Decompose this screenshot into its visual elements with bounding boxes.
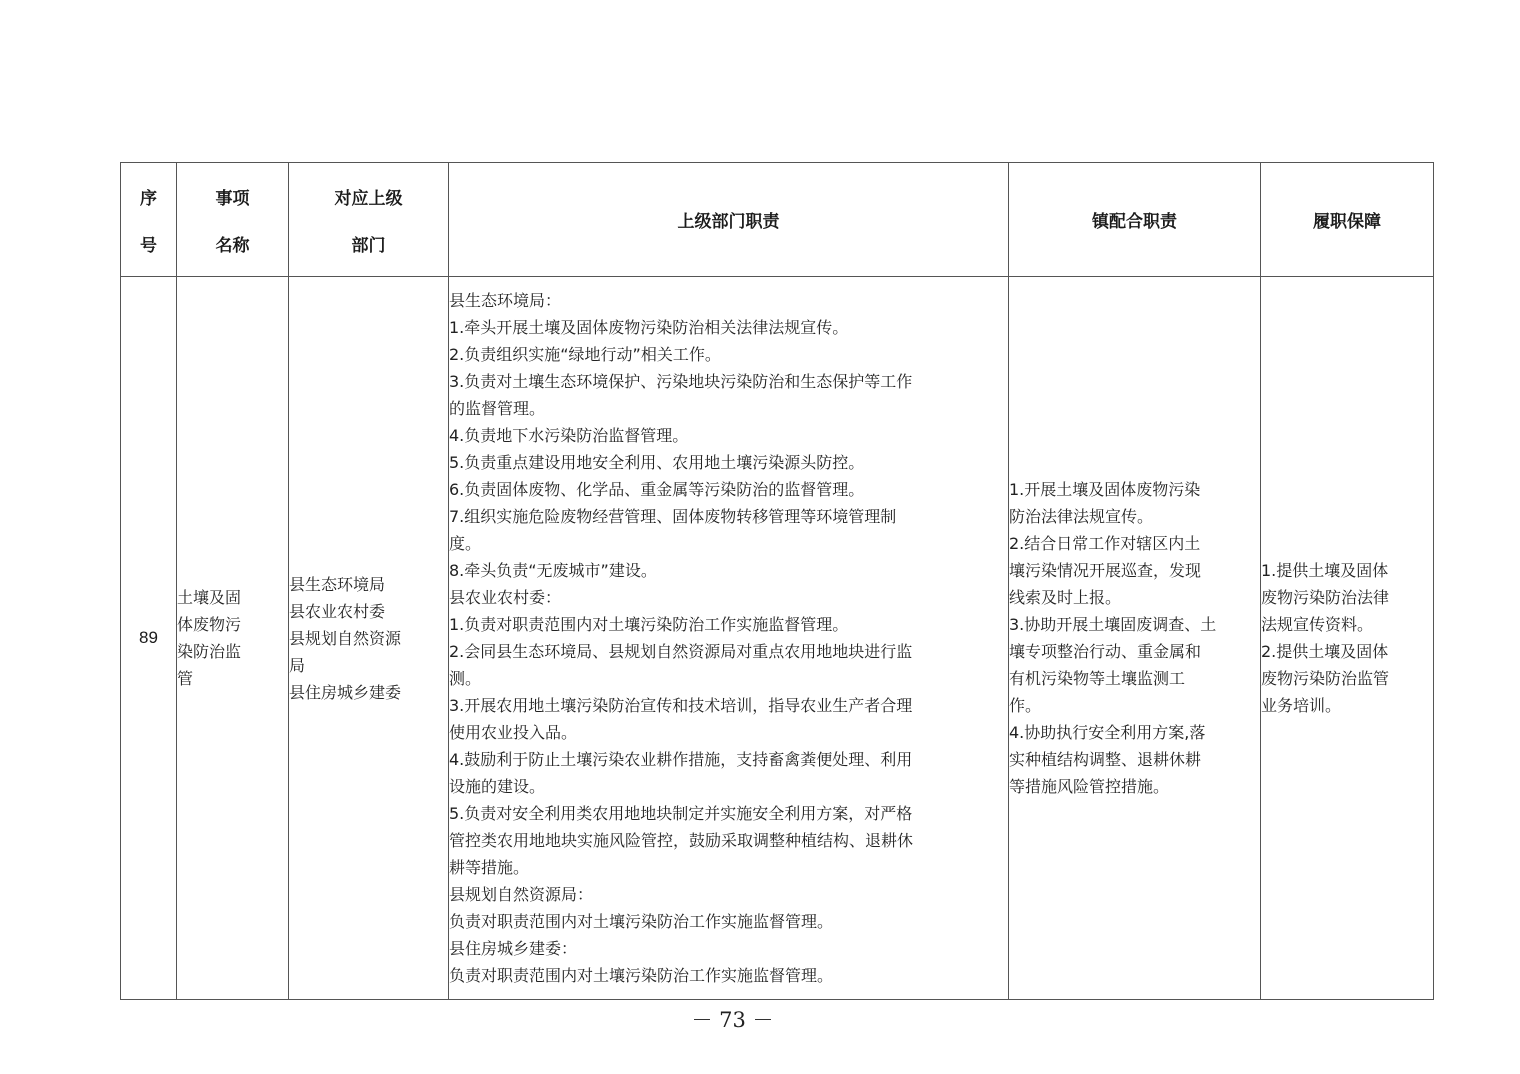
- text-line: 5.负责重点建设用地安全利用、农用地土壤污染源头防控。: [449, 453, 865, 472]
- text-line: 县规划自然资源: [289, 628, 402, 648]
- text-line: 壤专项整治行动、重金属和: [1009, 642, 1202, 661]
- text-line: 1.开展土壤及固体废物污染: [1009, 480, 1201, 499]
- row-upper-duty-cell: [449, 277, 1009, 1000]
- text-line: 县住房城乡建委：: [449, 939, 578, 958]
- text-line: 4.协助执行安全利用方案,落: [1009, 723, 1206, 742]
- text-line: 县生态环境局：: [449, 291, 562, 310]
- text-line: 8.牵头负责“无废城市”建设。: [449, 561, 657, 580]
- text-line: 测。: [449, 669, 482, 688]
- page-number: － 73 －: [691, 1008, 774, 1032]
- item-lines: [177, 584, 288, 692]
- text-line: 体废物污: [177, 615, 242, 634]
- text-line: 线索及时上报。: [1009, 588, 1122, 607]
- text-line: 土壤及固: [177, 588, 242, 607]
- text-line: 等措施风险管控措施。: [1009, 777, 1170, 796]
- text-line: 防治法律法规宣传。: [1009, 507, 1154, 526]
- text-line: 4.负责地下水污染防治监督管理。: [449, 426, 689, 445]
- text-line: 1.提供土壤及固体: [1261, 561, 1389, 580]
- text-line: 1.牵头开展土壤及固体废物污染防治相关法律法规宣传。: [449, 318, 849, 337]
- town-duty-lines: [1009, 476, 1260, 800]
- text-line: 法规宣传资料。: [1261, 615, 1374, 634]
- text-line: 负责对职责范围内对土壤污染防治工作实施监督管理。: [449, 912, 834, 931]
- text-line: 县住房城乡建委: [289, 682, 402, 702]
- table-header-row: [121, 163, 1434, 277]
- text-line: 3.负责对土壤生态环境保护、污染地块污染防治和生态保护等工作: [449, 372, 913, 391]
- header-item: [177, 163, 289, 277]
- text-line: 的监督管理。: [449, 399, 546, 418]
- text-line: 作。: [1009, 696, 1042, 715]
- text-line: 实种植结构调整、退耕休耕: [1009, 750, 1202, 769]
- text-line: 度。: [449, 534, 482, 553]
- header-dept-line-2: 部门: [351, 235, 386, 256]
- text-line: 5.负责对安全利用类农用地地块制定并实施安全利用方案，对严格: [449, 804, 913, 823]
- text-line: 废物污染防治监管: [1261, 669, 1390, 688]
- row-seq-cell: 89: [121, 277, 177, 1000]
- text-line: 废物污染防治法律: [1261, 588, 1390, 607]
- text-line: 2.结合日常工作对辖区内土: [1009, 534, 1201, 553]
- text-line: 3.开展农用地土壤污染防治宣传和技术培训，指导农业生产者合理: [449, 696, 913, 715]
- text-line: 2.会同县生态环境局、县规划自然资源局对重点农用地地块进行监: [449, 642, 913, 661]
- text-line: 壤污染情况开展巡查，发现: [1009, 561, 1202, 580]
- text-line: 管控类农用地地块实施风险管控，鼓励采取调整种植结构、退耕休: [449, 831, 914, 850]
- dept-lines: [289, 571, 448, 706]
- text-line: 7.组织实施危险废物经营管理、固体废物转移管理等环境管理制: [449, 507, 897, 526]
- row-guarantee-cell: [1261, 277, 1434, 1000]
- row-item-cell: [177, 277, 289, 1000]
- text-line: 3.协助开展土壤固废调查、土: [1009, 615, 1217, 634]
- text-line: 负责对职责范围内对土壤污染防治工作实施监督管理。: [449, 966, 834, 985]
- header-item-line-1: 事项: [215, 188, 250, 209]
- text-line: 1.负责对职责范围内对土壤污染防治工作实施监督管理。: [449, 615, 849, 634]
- text-line: 县规划自然资源局：: [449, 885, 594, 904]
- text-line: 染防治监: [177, 642, 242, 661]
- header-guarantee: 履职保障: [1261, 163, 1434, 277]
- upper-duty-lines: [449, 287, 1008, 989]
- text-line: 县生态环境局: [289, 574, 386, 594]
- row-town-duty-cell: [1009, 277, 1261, 1000]
- table-row: [121, 277, 1434, 1000]
- text-line: 县农业农村委：: [449, 588, 562, 607]
- header-upper-duty: 上级部门职责: [449, 163, 1009, 277]
- text-line: 县农业农村委: [289, 601, 386, 621]
- text-line: 4.鼓励利于防止土壤污染农业耕作措施，支持畜禽粪便处理、利用: [449, 750, 913, 769]
- text-line: 耕等措施。: [449, 858, 530, 877]
- text-line: 使用农业投入品。: [449, 723, 578, 742]
- text-line: 局: [289, 655, 306, 675]
- header-seq-line-2: 号: [140, 235, 157, 256]
- text-line: 业务培训。: [1261, 696, 1342, 715]
- text-line: 6.负责固体废物、化学品、重金属等污染防治的监督管理。: [449, 480, 865, 499]
- header-item-line-2: 名称: [215, 235, 250, 256]
- header-seq-line-1: 序: [140, 188, 157, 209]
- text-line: 2.提供土壤及固体: [1261, 642, 1389, 661]
- guarantee-lines: [1261, 557, 1433, 719]
- header-dept-line-1: 对应上级: [334, 188, 403, 209]
- row-dept-cell: [289, 277, 449, 1000]
- header-seq: [121, 163, 177, 277]
- text-line: 管: [177, 669, 194, 688]
- text-line: 设施的建设。: [449, 777, 546, 796]
- duty-table: [120, 162, 1434, 1000]
- header-dept: [289, 163, 449, 277]
- text-line: 有机污染物等土壤监测工: [1009, 669, 1186, 688]
- text-line: 2.负责组织实施“绿地行动”相关工作。: [449, 345, 721, 364]
- header-town-duty: 镇配合职责: [1009, 163, 1261, 277]
